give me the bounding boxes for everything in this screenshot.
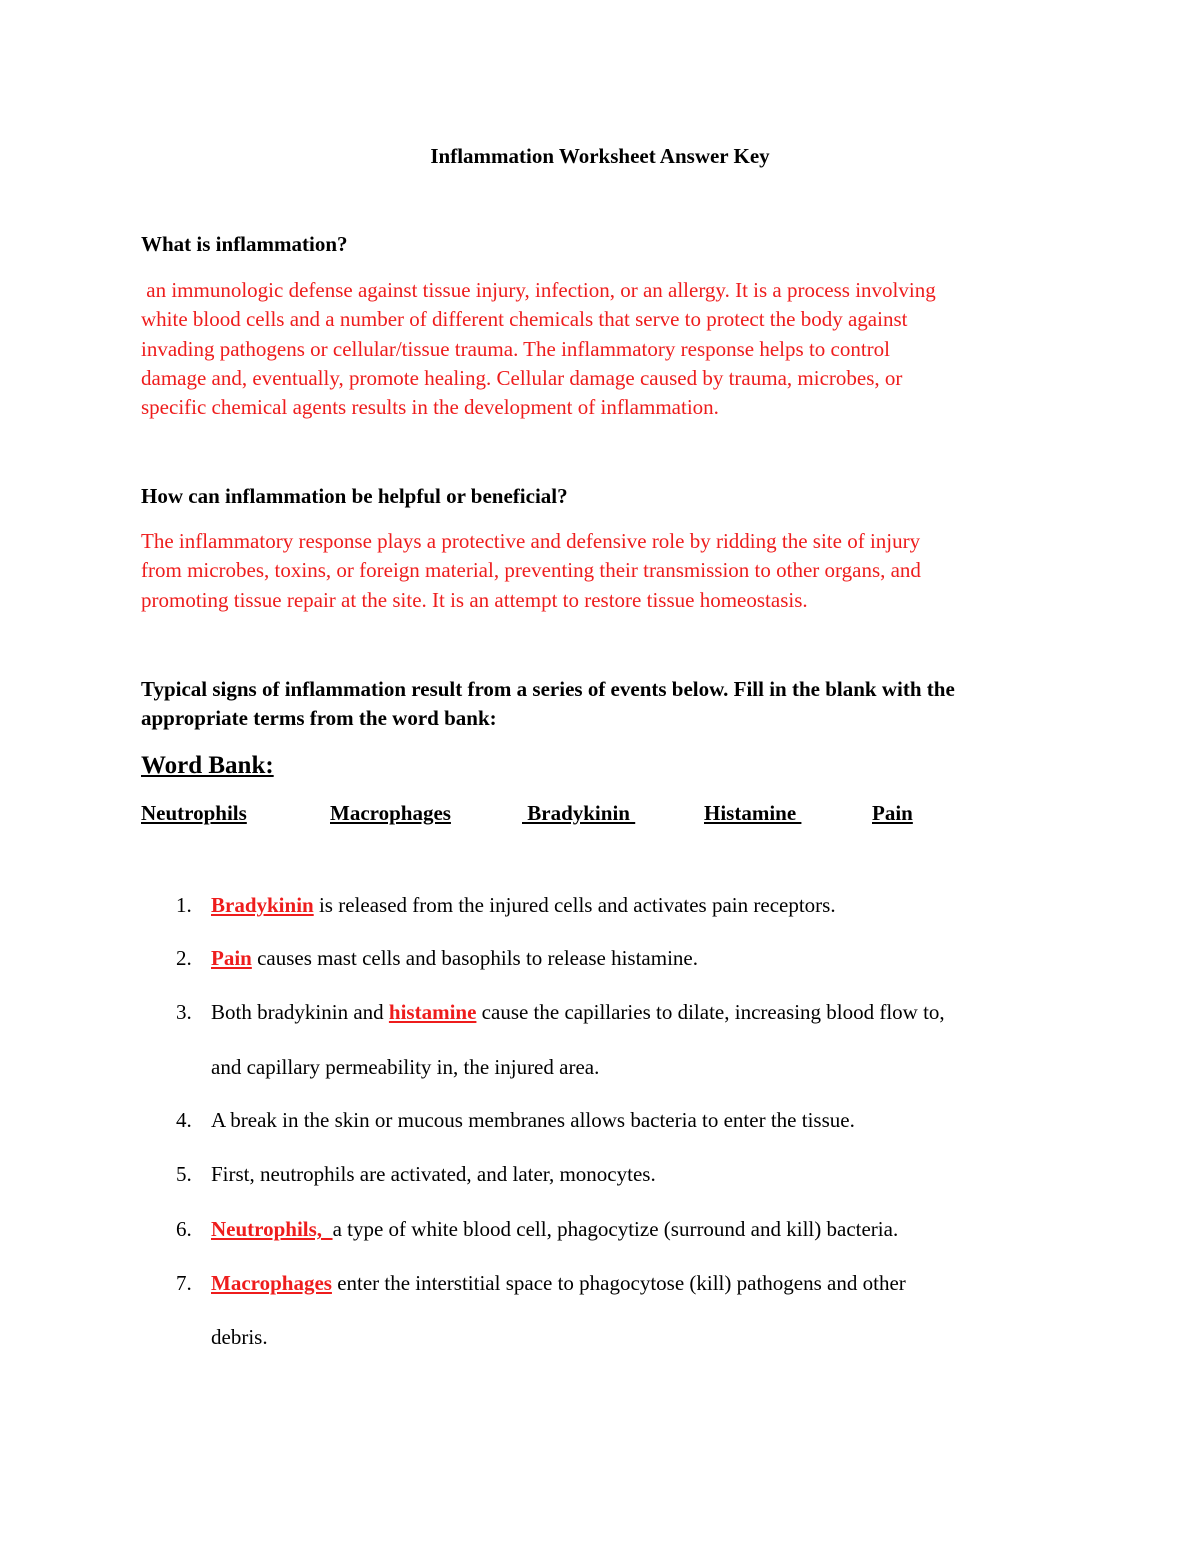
answer-2 <box>141 527 1071 615</box>
word-bank-word: Bradykinin <box>522 801 636 825</box>
list-item <box>211 1217 898 1242</box>
answer-2-line: from microbes, toxins, or foreign material, preventing their transmission to other organs, and <box>141 558 921 583</box>
list-number: 6. <box>176 1217 192 1241</box>
list-item-post: cause the capillaries to dilate, increasing blood flow to, <box>476 1000 945 1024</box>
word-bank-word: Neutrophils <box>141 801 247 825</box>
answer-1 <box>141 276 1071 422</box>
answer-1-line: invading pathogens or cellular/tissue trauma. The inflammatory response helps to control <box>141 336 891 361</box>
answer-2-line: promoting tissue repair at the site. It is an attempt to restore tissue homeostasis. <box>141 587 808 612</box>
list-item <box>211 1000 945 1025</box>
list-number: 2. <box>176 946 192 970</box>
answer-2-line: The inflammatory response plays a protective and defensive role by ridding the site of injury <box>141 529 921 553</box>
list-item-post: causes mast cells and basophils to release histamine. <box>251 946 698 970</box>
list-item <box>211 1271 906 1296</box>
answer-1-line: an immunologic defense against tissue injury, infection, or an allergy. It is a process involving <box>141 278 936 302</box>
answer-blank: Pain <box>211 946 252 970</box>
answer-blank: Macrophages <box>211 1271 332 1295</box>
word-bank-word: Histamine <box>704 801 802 825</box>
list-number: 4. <box>176 1108 192 1132</box>
list-number: 1. <box>176 893 192 917</box>
list-item-pre: Both bradykinin and <box>211 1000 389 1024</box>
answer-1-line: white blood cells and a number of different chemicals that serve to protect the body against <box>141 307 908 332</box>
list-item-post: is released from the injured cells and activates pain receptors. <box>313 893 836 917</box>
list-number: 7. <box>176 1271 192 1295</box>
list-number: 3. <box>176 1000 192 1024</box>
list-item <box>211 893 836 918</box>
list-item <box>211 946 698 971</box>
question-1: What is inflammation? <box>141 232 348 256</box>
list-item-continuation: and capillary permeability in, the injured area. <box>211 1055 600 1079</box>
list-number: 5. <box>176 1162 192 1186</box>
answer-blank: Neutrophils, <box>211 1217 333 1241</box>
answer-1-line: damage and, eventually, promote healing. Cellular damage caused by trauma, microbes, or <box>141 365 903 390</box>
answer-blank: Bradykinin <box>211 893 314 917</box>
list-item: First, neutrophils are activated, and later, monocytes. <box>211 1162 656 1186</box>
question-2: How can inflammation be helpful or beneficial? <box>141 484 568 508</box>
list-item-post: a type of white blood cell, phagocytize (surround and kill) bacteria. <box>332 1217 899 1241</box>
instructions-line: Typical signs of inflammation result from a series of events below. Fill in the blank with the <box>141 677 955 701</box>
word-bank-title: Word Bank: <box>141 752 274 779</box>
list-item-post: enter the interstitial space to phagocytose (kill) pathogens and other <box>331 1271 906 1295</box>
answer-1-line: specific chemical agents results in the development of inflammation. <box>141 395 719 420</box>
list-item-continuation: debris. <box>211 1325 268 1349</box>
answer-blank: histamine <box>388 1000 477 1024</box>
page-title: Inflammation Worksheet Answer Key <box>430 144 770 168</box>
list-item: A break in the skin or mucous membranes allows bacteria to enter the tissue. <box>211 1108 855 1132</box>
instructions-line: appropriate terms from the word bank: <box>141 706 497 730</box>
word-bank-word: Pain <box>872 801 913 825</box>
word-bank-word: Macrophages <box>330 801 451 825</box>
